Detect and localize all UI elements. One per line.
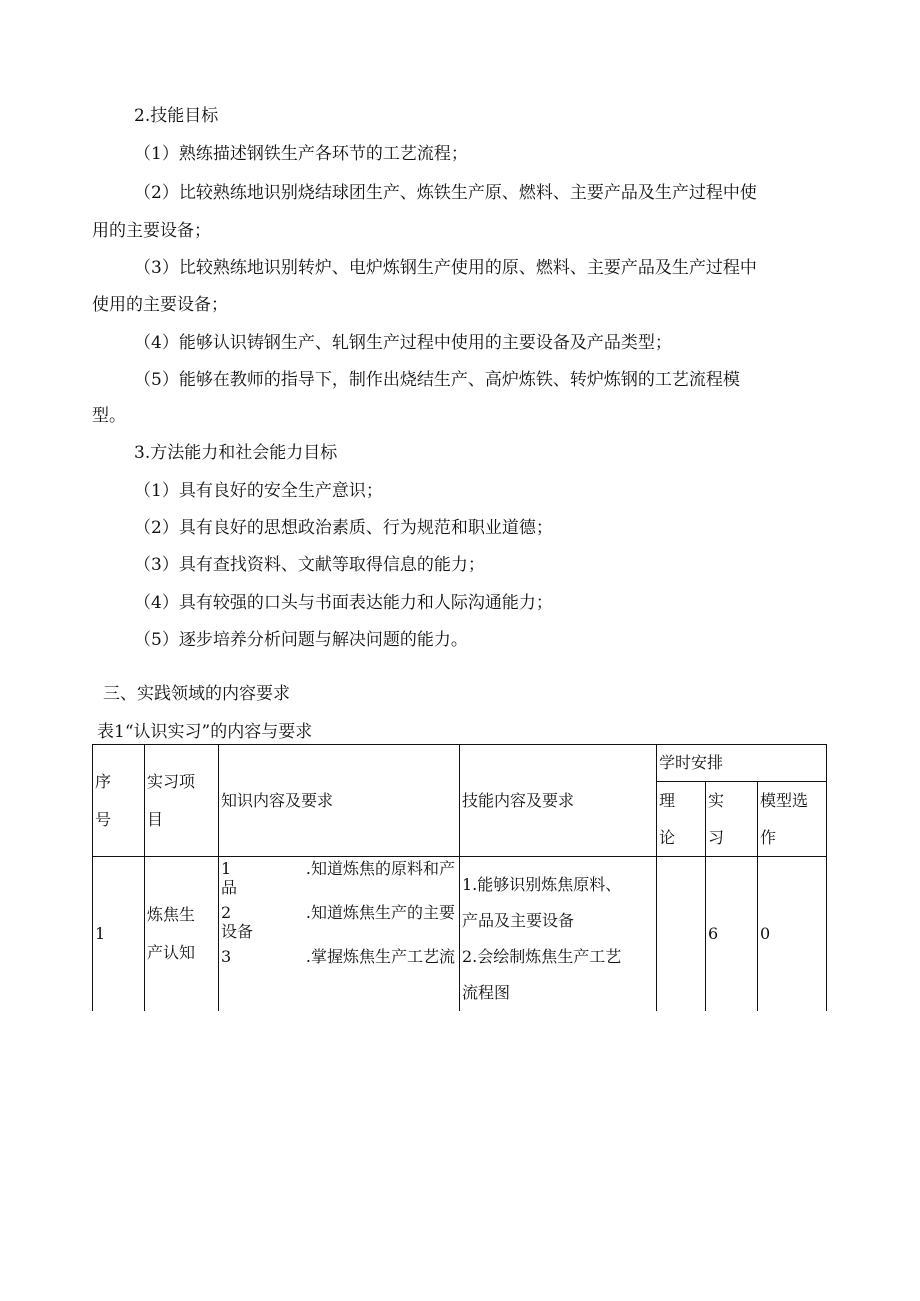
skill-line: 产品及主要设备 xyxy=(462,911,575,930)
skill-goal-item: （4）能够认识铸钢生产、轧钢生产过程中使用的主要设备及产品类型； xyxy=(134,333,672,353)
header-skill: 技能内容及要求 xyxy=(460,745,657,857)
skill-goal-item: （3）比较熟练地识别转炉、电炉炼钢生产使用的原、燃料、主要产品及生产过程中 xyxy=(134,258,757,278)
row-theory xyxy=(657,857,706,1012)
method-goal-item: （2）具有良好的思想政治素质、行为规范和职业道德； xyxy=(134,518,553,538)
row-skill xyxy=(460,857,657,1012)
header-hours: 学时安排 xyxy=(657,745,827,782)
row-no: 1 xyxy=(93,857,145,1012)
table-row xyxy=(93,857,827,1012)
row-model: 0 xyxy=(758,857,827,1012)
header-project: 实习项目 xyxy=(145,745,219,857)
skill-goal-item: （5）能够在教师的指导下，制作出烧结生产、高炉炼铁、转炉炼钢的工艺流程模 xyxy=(134,370,740,390)
skill-goals-heading: 2.技能目标 xyxy=(134,106,219,126)
row-practice: 6 xyxy=(706,857,758,1012)
method-goal-item: （1）具有良好的安全生产意识； xyxy=(134,481,383,501)
content-requirements-table xyxy=(92,744,827,1011)
method-goals-heading: 3.方法能力和社会能力目标 xyxy=(134,443,338,463)
knowledge-item: 1 .知道炼焦的原料和产 品 xyxy=(221,859,455,897)
header-knowledge: 知识内容及要求 xyxy=(219,745,460,857)
row-knowledge xyxy=(219,857,460,1012)
section-heading: 三、实践领域的内容要求 xyxy=(103,684,290,704)
header-no: 序号 xyxy=(93,745,145,857)
skill-goal-item-cont: 使用的主要设备； xyxy=(92,295,228,315)
method-goal-item: （5）逐步培养分析问题与解决问题的能力。 xyxy=(134,630,468,650)
header-practice: 实习 xyxy=(706,782,758,857)
skill-line: 1.能够识别炼焦原料、 xyxy=(462,875,622,894)
header-model: 模型选作 xyxy=(758,782,827,857)
knowledge-item: 3 .掌握炼焦生产工艺流 xyxy=(221,947,455,966)
skill-goal-item-cont: 型。 xyxy=(92,406,126,426)
skill-goal-item: （2）比较熟练地识别烧结球团生产、炼铁生产原、燃料、主要产品及生产过程中使 xyxy=(134,183,757,203)
header-theory: 理论 xyxy=(657,782,706,857)
table-header-row xyxy=(93,745,827,782)
method-goal-item: （3）具有查找资料、文献等取得信息的能力； xyxy=(134,555,485,575)
skill-goal-item: （1）熟练描述钢铁生产各环节的工艺流程； xyxy=(134,144,468,164)
knowledge-item: 2 .知道炼焦生产的主要 设备 xyxy=(221,903,455,941)
skill-line: 流程图 xyxy=(462,983,511,1002)
skill-line: 2.会绘制炼焦生产工艺 xyxy=(462,947,622,966)
method-goal-item: （4）具有较强的口头与书面表达能力和人际沟通能力； xyxy=(134,593,553,613)
table-caption: 表1“认识实习”的内容与要求 xyxy=(97,722,313,742)
skill-goal-item-cont: 用的主要设备； xyxy=(92,221,211,241)
row-project: 炼焦生产认知 xyxy=(145,857,219,1012)
